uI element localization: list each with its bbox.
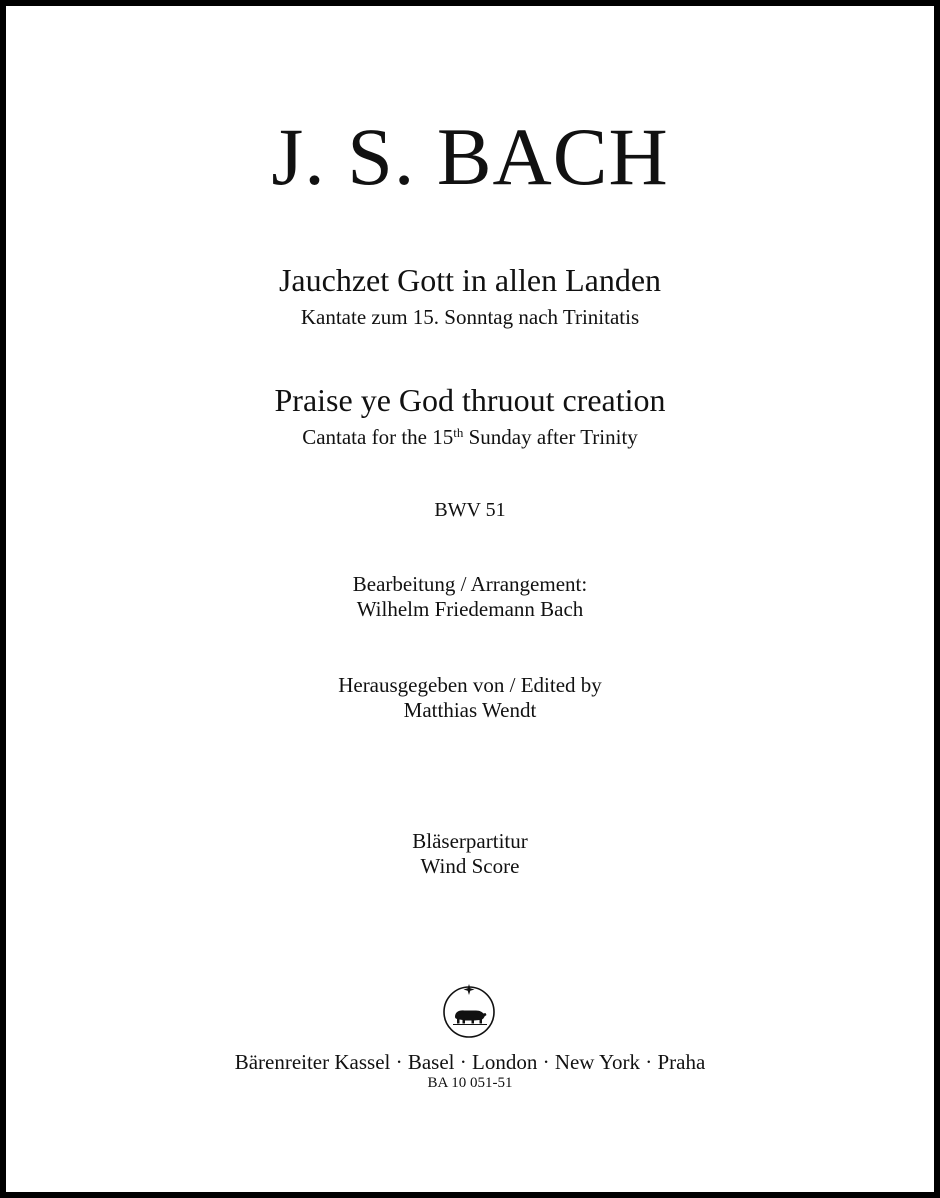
score-type-german: Bläserpartitur: [412, 829, 528, 853]
composer-name: J. S. BACH: [271, 111, 669, 202]
publisher-imprint: Bärenreiter Kassel · Basel · London · New York · Praha: [234, 1050, 706, 1074]
score-type-english: Wind Score: [420, 854, 520, 878]
work-title-english: Praise ye God thruout creation: [274, 382, 666, 418]
work-title-german: Jauchzet Gott in allen Landen: [278, 262, 662, 298]
editor-label: Herausgegeben von / Edited by: [338, 673, 602, 697]
work-subtitle-english: [6, 427, 934, 448]
work-subtitle-german: Kantate zum 15. Sonntag nach Trinitatis: [300, 305, 640, 329]
catalog-number: BWV 51: [434, 499, 506, 521]
subtitle-english-part2: Sunday after Trinity: [463, 425, 638, 449]
title-page: [6, 6, 934, 1192]
editor-name: Matthias Wendt: [403, 698, 537, 722]
edition-number: BA 10 051-51: [427, 1075, 513, 1091]
subtitle-english-part1: Cantata for the 15: [302, 425, 454, 449]
arrangement-label: Bearbeitung / Arrangement:: [352, 572, 588, 596]
arranger-name: Wilhelm Friedemann Bach: [356, 597, 584, 621]
subtitle-english-superscript: th: [453, 425, 464, 440]
baerenreiter-logo-icon: [441, 982, 497, 1038]
